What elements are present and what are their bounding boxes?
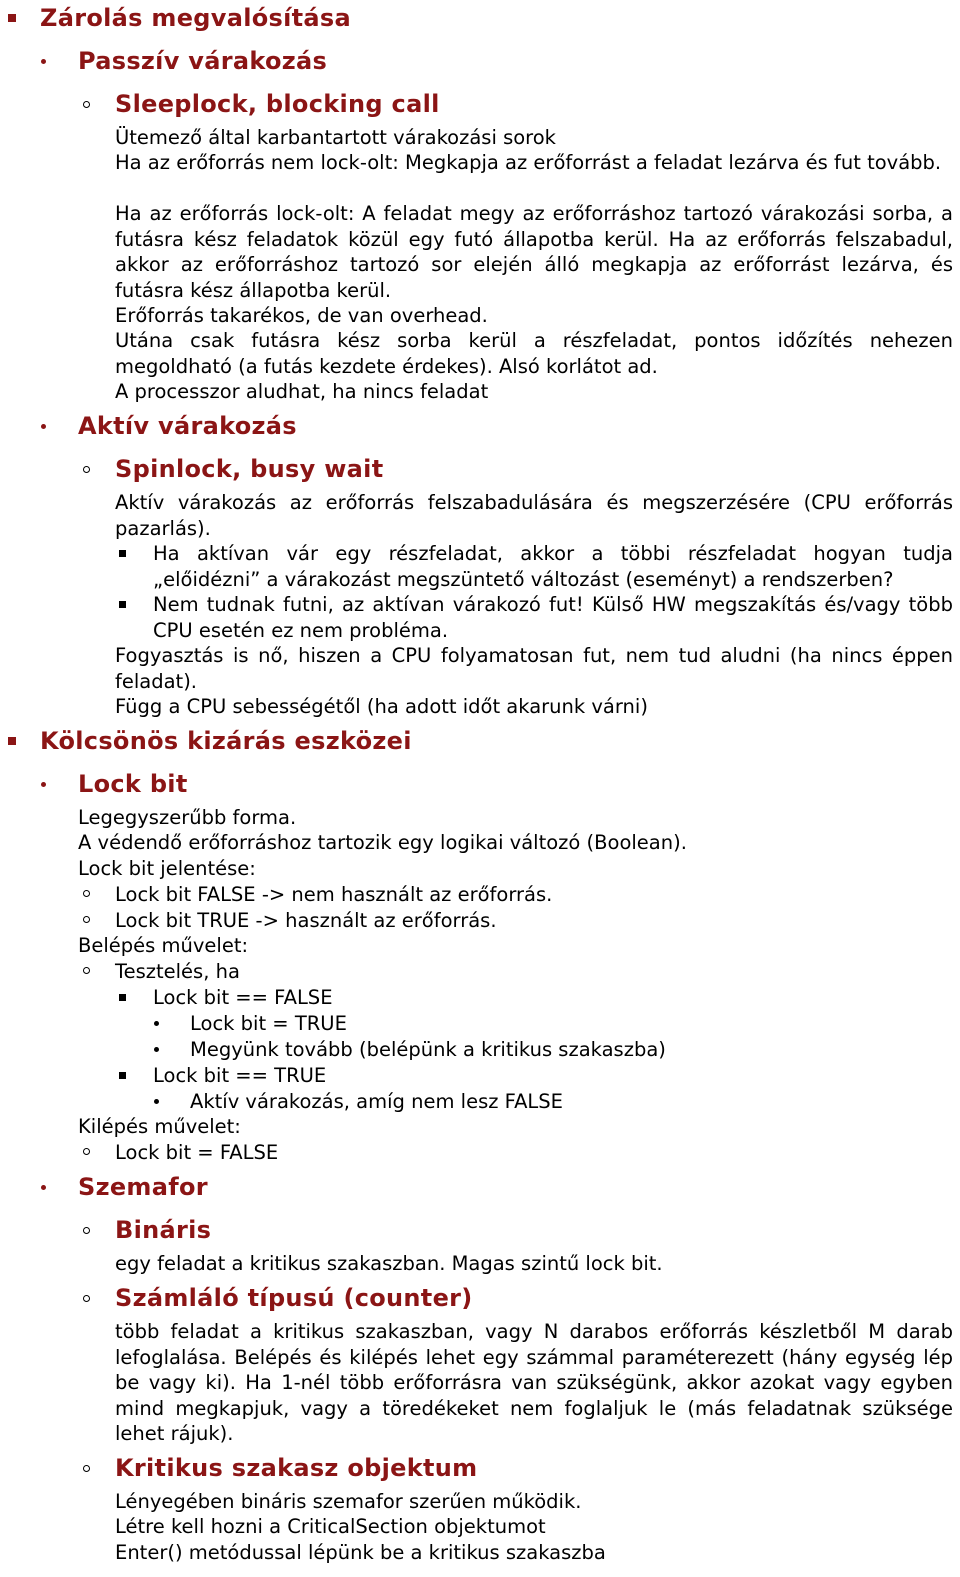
list-bullet-icon — [83, 890, 90, 897]
section-heading-locking: Zárolás megvalósítása — [40, 4, 351, 32]
spinlock-bullet-2: Nem tudnak futni, az aktívan várakozó fut! Külső HW megszakítás és/vagy több CPU esetén ez nem probléma. — [153, 593, 953, 642]
lockbit-cond-false-a: Lock bit = TRUE — [190, 1012, 347, 1035]
lockbit-exit-label: Kilépés művelet: — [78, 1115, 241, 1138]
spinlock-para-2: Fogyasztás is nő, hiszen a CPU folyamatosan fut, nem tud aludni (ha nincs éppen feladat). — [115, 644, 953, 693]
subsection-heading-lockbit: Lock bit — [78, 770, 188, 798]
spinlock-bullet-1: Ha aktívan vár egy részfeladat, akkor a többi részfeladat hogyan tudja „előidézni” a várakozást megszüntető változást (eseményt) a rendszerben? — [153, 542, 953, 591]
list-bullet-icon — [154, 1099, 159, 1104]
heading-counter: Számláló típusú (counter) — [115, 1284, 473, 1312]
critical-line-3: Enter() metódussal lépünk be a kritikus szakaszba — [115, 1541, 606, 1564]
item-bullet-icon — [83, 1295, 90, 1302]
sleeplock-line-2: Erőforrás takarékos, de van overhead. — [115, 304, 488, 327]
critical-line-1: Lényegében bináris szemafor szerűen működik. — [115, 1490, 582, 1513]
lockbit-cond-false: Lock bit == FALSE — [153, 986, 333, 1009]
list-bullet-icon — [119, 601, 126, 608]
section-heading-mutual-exclusion: Kölcsönös kizárás eszközei — [40, 727, 412, 755]
critical-line-2: Létre kell hozni a CriticalSection objektumot — [115, 1515, 546, 1538]
lockbit-test: Tesztelés, ha — [115, 960, 240, 983]
lockbit-enter-label: Belépés művelet: — [78, 934, 249, 957]
item-bullet-icon — [83, 1465, 90, 1472]
lockbit-meaning-false: Lock bit FALSE -> nem használt az erőforrás. — [115, 883, 553, 906]
subsection-bullet-icon — [41, 424, 46, 429]
subsection-heading-passive: Passzív várakozás — [78, 47, 328, 75]
sleeplock-para-2: Ha az erőforrás lock-olt: A feladat megy az erőforráshoz tartozó várakozási sorba, a futásra kész feladatok közül egy futó állapotba kerül. Ha az erőforrás felszabadul, akkor az erőforráshoz tartozó sor elején álló megkapja az erőforrást lezárva, és futásra kész állapotba kerül. — [115, 202, 953, 302]
item-bullet-icon — [83, 101, 90, 108]
list-bullet-icon — [119, 550, 126, 557]
list-bullet-icon — [83, 1148, 90, 1155]
heading-binary: Bináris — [115, 1216, 212, 1244]
binary-text: egy feladat a kritikus szakaszban. Magas szintű lock bit. — [115, 1252, 663, 1275]
subsection-bullet-icon — [41, 1185, 46, 1190]
item-bullet-icon — [83, 1227, 90, 1234]
section-bullet-icon — [8, 14, 16, 22]
heading-critical-section: Kritikus szakasz objektum — [115, 1454, 478, 1482]
lockbit-cond-false-b: Megyünk tovább (belépünk a kritikus szakaszba) — [190, 1038, 666, 1061]
lockbit-cond-true-a: Aktív várakozás, amíg nem lesz FALSE — [190, 1090, 563, 1113]
counter-text: több feladat a kritikus szakaszban, vagy N darabos erőforrás készletből M darab lefoglalása. Belépés és kilépés lehet egy számmal paraméterezett (hány egység lép be vagy ki). Ha 1-nél több erőforrásra van szükségünk, akkor azokat vagy egyben mind megkapjuk, vagy a töredékeket nem foglaljuk le (más feladatnak szüksége lehet rájuk). — [115, 1320, 953, 1445]
lockbit-cond-true: Lock bit == TRUE — [153, 1064, 327, 1087]
sleeplock-line-1: Ütemező által karbantartott várakozási sorok — [115, 126, 556, 149]
sleeplock-para-1: Ha az erőforrás nem lock-olt: Megkapja az erőforrást a feladat lezárva és fut tovább. — [115, 151, 942, 174]
spinlock-para-1: Aktív várakozás az erőforrás felszabadulására és megszerzésére (CPU erőforrás pazarlás). — [115, 491, 953, 540]
list-bullet-icon — [119, 1072, 126, 1079]
lockbit-line-1: Legegyszerűbb forma. — [78, 806, 297, 829]
list-bullet-icon — [154, 1021, 159, 1026]
heading-sleeplock: Sleeplock, blocking call — [115, 90, 440, 118]
list-bullet-icon — [119, 994, 126, 1001]
lockbit-line-3: Lock bit jelentése: — [78, 857, 256, 880]
sleeplock-line-3: A processzor aludhat, ha nincs feladat — [115, 380, 489, 403]
lockbit-meaning-true: Lock bit TRUE -> használt az erőforrás. — [115, 909, 497, 932]
heading-spinlock: Spinlock, busy wait — [115, 455, 384, 483]
spinlock-line-1: Függ a CPU sebességétől (ha adott időt akarunk várni) — [115, 695, 648, 718]
section-bullet-icon — [8, 737, 16, 745]
list-bullet-icon — [154, 1047, 159, 1052]
sleeplock-para-3: Utána csak futásra kész sorba kerül a részfeladat, pontos időzítés nehezen megoldható (a futás kezdete érdekes). Alsó korlátot ad. — [115, 329, 953, 378]
subsection-heading-active: Aktív várakozás — [78, 412, 297, 440]
subsection-bullet-icon — [41, 782, 46, 787]
list-bullet-icon — [83, 916, 90, 923]
item-bullet-icon — [83, 466, 90, 473]
subsection-heading-semaphore: Szemafor — [78, 1173, 208, 1201]
list-bullet-icon — [83, 967, 90, 974]
subsection-bullet-icon — [41, 59, 46, 64]
lockbit-exit-1: Lock bit = FALSE — [115, 1141, 279, 1164]
lockbit-line-2: A védendő erőforráshoz tartozik egy logikai változó (Boolean). — [78, 831, 687, 854]
